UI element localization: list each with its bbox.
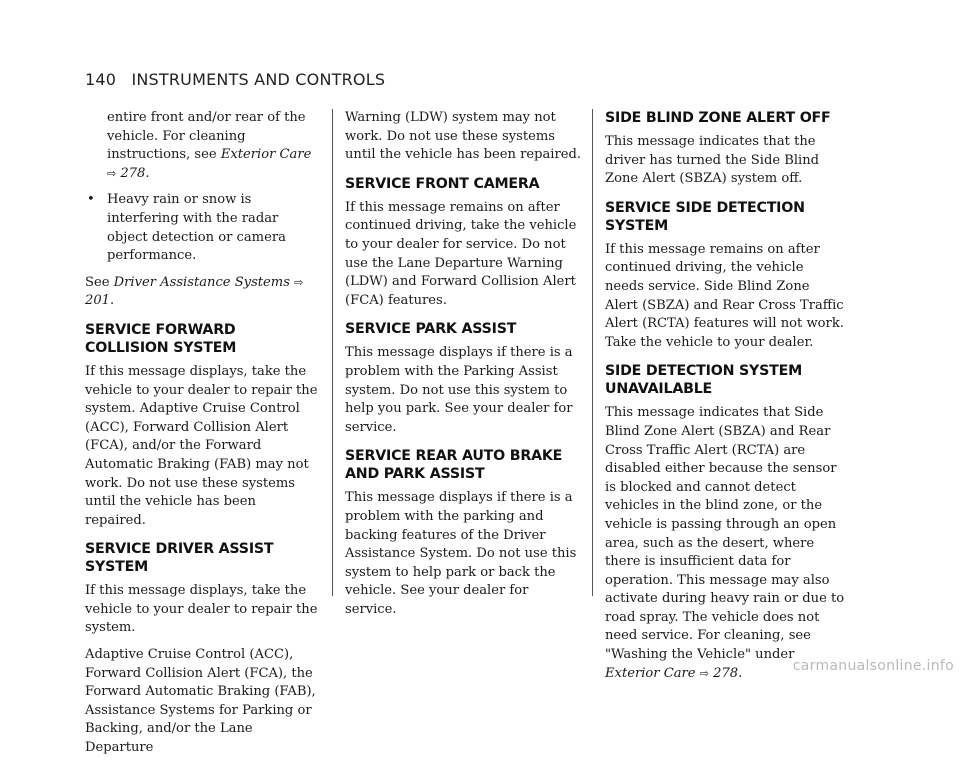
- cross-reference-page[interactable]: 278: [120, 165, 146, 181]
- column-divider: [332, 109, 333, 596]
- bullet-icon: •: [87, 192, 95, 208]
- paragraph: If this message displays, take the vehicle to your dealer to repair the system.: [85, 583, 318, 636]
- watermark: carmanualsonline.info: [792, 658, 954, 674]
- section-heading: SERVICE PARK ASSIST: [345, 321, 517, 338]
- bullet-item: [85, 191, 320, 265]
- paragraph: If this message remains on after continued driving, the vehicle needs service. Side Blind Zone Alert (SBZA) and Rear Cross Traffic Alert (RCTA) features will not work. Take the vehicle to your dealer.: [605, 241, 844, 350]
- section-heading: SERVICE REAR AUTO BRAKE AND PARK ASSIST: [345, 448, 563, 483]
- continued-bullet-text: entire front and/or rear of the vehicle. For cleaning instructions, see Exterior Care ⇨ 278.: [107, 110, 312, 181]
- body-text: Heavy rain or snow is interfering with the radar object detection or camera performance.: [107, 192, 286, 264]
- xref-arrow-icon: ⇨: [107, 166, 117, 180]
- page-header: [85, 70, 385, 89]
- paragraph: This message displays if there is a problem with the parking and backing features of the Driver Assistance System. Do not use this system to help park or back the vehicle. See your dealer for service.: [345, 490, 577, 617]
- column-divider: [592, 109, 593, 596]
- paragraph: Adaptive Cruise Control (ACC), Forward Collision Alert (FCA), the Forward Automatic Braking (FAB), Assistance Systems for Parking or Backing, and/or the Lane Departure: [85, 647, 316, 756]
- section-heading: SERVICE DRIVER ASSIST SYSTEM: [85, 541, 274, 576]
- cross-reference-page[interactable]: 278: [713, 665, 739, 681]
- cross-reference-link[interactable]: Exterior Care: [605, 665, 696, 681]
- see-also: See Driver Assistance Systems ⇨ 201.: [85, 274, 304, 309]
- body-text: This message indicates that Side Blind Zone Alert (SBZA) and Rear Cross Traffic Alert (RCTA) are disabled either because the sensor is blocked and cannot detect vehicles in the blind zone, or the vehicle is passing through an open area, such as the desert, where there is insufficient data for operation. This message may also activate during heavy rain or due to road spray. The vehicle does not need service. For cleaning, see "Washing the Vehicle" under: [605, 405, 845, 663]
- paragraph: Warning (LDW) system may not work. Do not use these systems until the vehicle has been repaired.: [345, 110, 582, 163]
- xref-arrow-icon: ⇨: [699, 666, 709, 680]
- cross-reference-page[interactable]: 201: [85, 293, 110, 309]
- section-title: INSTRUMENTS AND CONTROLS: [131, 70, 386, 89]
- cross-reference-link[interactable]: Exterior Care: [220, 147, 312, 163]
- paragraph: If this message displays, take the vehicle to your dealer to repair the system. Adaptive Cruise Control (ACC), Forward Collision Alert (FCA), and/or the Forward Automatic Braking (FAB) may not work. Do not use these systems until the vehicle has been repaired.: [85, 363, 318, 528]
- section-heading: SIDE BLIND ZONE ALERT OFF: [605, 110, 831, 126]
- xref-arrow-icon: ⇨: [294, 275, 304, 289]
- section-heading: SERVICE FRONT CAMERA: [345, 175, 540, 192]
- page-number: 140: [85, 70, 117, 89]
- column-1: [85, 109, 320, 766]
- cross-reference-link[interactable]: Driver Assistance Systems: [113, 274, 290, 290]
- paragraph: This message indicates that the driver has turned the Side Blind Zone Alert (SBZA) system off.: [605, 134, 820, 187]
- column-3: [605, 109, 845, 691]
- section-heading: SERVICE FORWARD COLLISION SYSTEM: [85, 321, 237, 356]
- paragraph: This message displays if there is a problem with the Parking Assist system. Do not use this system to help you park. See your dealer for service.: [345, 345, 573, 435]
- paragraph: This message indicates that Side Blind Zone Alert (SBZA) and Rear Cross Traffic Alert (RCTA) are disabled either because the sensor is blocked and cannot detect vehicles in the blind zone, or the vehicle is passing through an open area, such as the desert, where there is insufficient data for operation. This message may also activate during heavy rain or due to road spray. The vehicle does not need service. For cleaning, see "Washing the Vehicle" under Exterior Care ⇨ 278.: [605, 405, 845, 681]
- body-text: entire front and/or rear of the vehicle. For cleaning instructions, see: [107, 110, 306, 163]
- section-heading: SIDE DETECTION SYSTEM UNAVAILABLE: [605, 363, 802, 398]
- paragraph: If this message remains on after continued driving, take the vehicle to your dealer for service. Do not use the Lane Departure Warning (LDW) and Forward Collision Alert (FCA) features.: [345, 199, 577, 308]
- section-heading: SERVICE SIDE DETECTION SYSTEM: [605, 199, 805, 234]
- column-2: [345, 109, 583, 627]
- body-text: See: [85, 274, 110, 290]
